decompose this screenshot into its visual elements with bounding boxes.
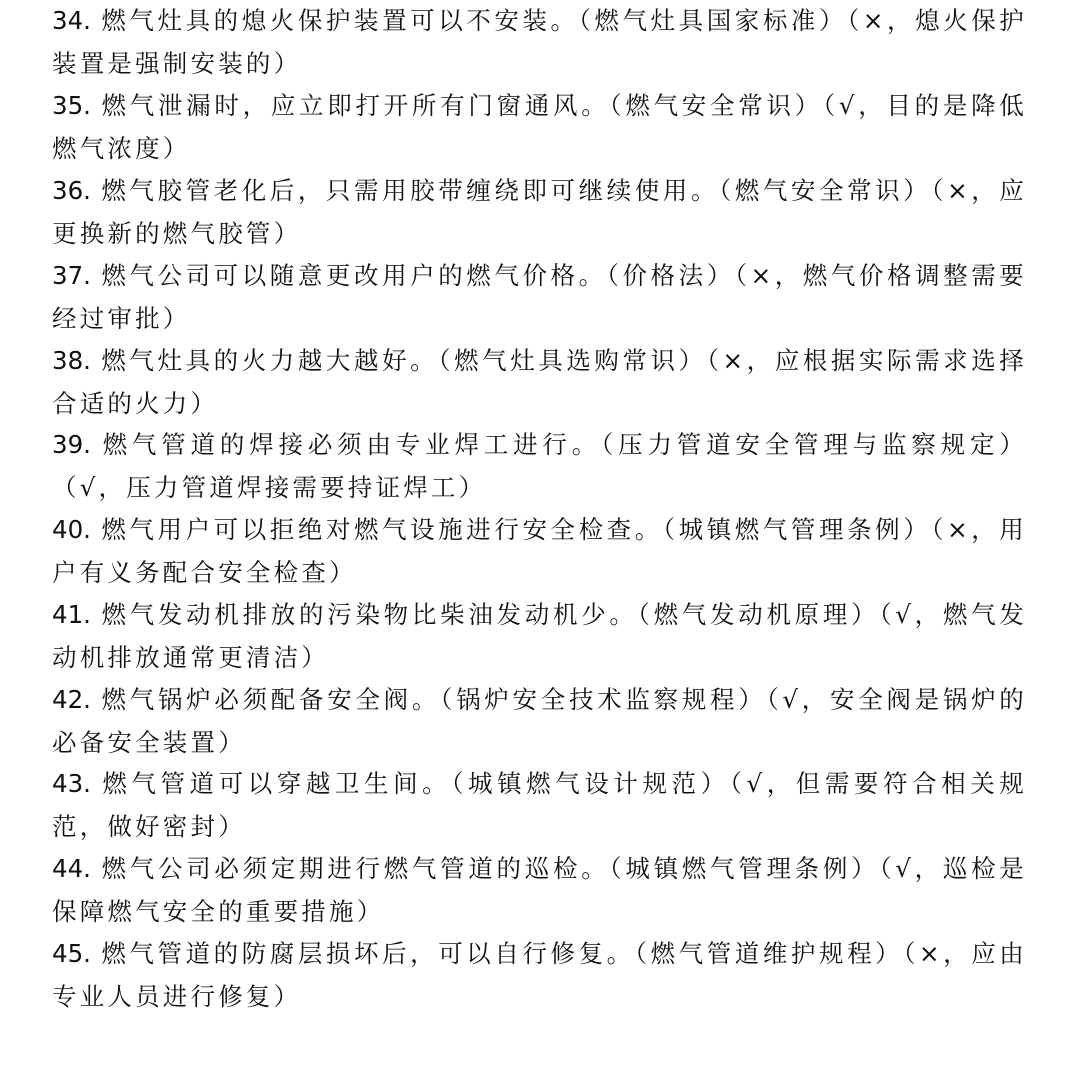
- list-item: [52, 763, 1027, 848]
- list-item: [52, 0, 1027, 85]
- list-item: [52, 594, 1027, 679]
- item-text: 燃气发动机排放的污染物比柴油发动机少。（燃气发动机原理）（√，燃气发动机排放通常更清洁）: [52, 600, 1027, 672]
- list-item: [52, 255, 1027, 340]
- list-item: [52, 340, 1027, 425]
- list-item: [52, 933, 1027, 1018]
- item-text: 燃气灶具的火力越大越好。（燃气灶具选购常识）（×，应根据实际需求选择合适的火力）: [52, 346, 1027, 418]
- item-number: 42.: [52, 685, 91, 714]
- item-text: 燃气胶管老化后，只需用胶带缠绕即可继续使用。（燃气安全常识）（×，应更换新的燃气胶管）: [52, 176, 1027, 248]
- list-item: [52, 509, 1027, 594]
- item-number: 40.: [52, 515, 91, 544]
- item-number: 45.: [52, 939, 91, 968]
- item-number: 36.: [52, 176, 91, 205]
- list-item: [52, 848, 1027, 933]
- item-number: 43.: [52, 769, 91, 798]
- item-text: 燃气泄漏时，应立即打开所有门窗通风。（燃气安全常识）（√，目的是降低燃气浓度）: [52, 91, 1027, 163]
- item-text: 燃气管道的防腐层损坏后，可以自行修复。（燃气管道维护规程）（×，应由专业人员进行修复）: [52, 939, 1027, 1011]
- item-number: 44.: [52, 854, 91, 883]
- item-text: 燃气公司必须定期进行燃气管道的巡检。（城镇燃气管理条例）（√，巡检是保障燃气安全的重要措施）: [52, 854, 1027, 926]
- item-number: 41.: [52, 600, 91, 629]
- item-text: 燃气灶具的熄火保护装置可以不安装。（燃气灶具国家标准）（×，熄火保护装置是强制安装的）: [52, 6, 1027, 78]
- item-text: 燃气锅炉必须配备安全阀。（锅炉安全技术监察规程）（√，安全阀是锅炉的必备安全装置）: [52, 685, 1027, 757]
- list-item: [52, 170, 1027, 255]
- item-text: 燃气管道可以穿越卫生间。（城镇燃气设计规范）（√，但需要符合相关规范，做好密封）: [52, 769, 1027, 841]
- list-item: [52, 679, 1027, 764]
- item-number: 34.: [52, 6, 91, 35]
- list-item: [52, 424, 1027, 509]
- item-number: 38.: [52, 346, 91, 375]
- item-number: 37.: [52, 261, 91, 290]
- item-text: 燃气公司可以随意更改用户的燃气价格。（价格法）（×，燃气价格调整需要经过审批）: [52, 261, 1027, 333]
- item-text: 燃气用户可以拒绝对燃气设施进行安全检查。（城镇燃气管理条例）（×，用户有义务配合安全检查）: [52, 515, 1027, 587]
- document-page: [52, 0, 1027, 1080]
- item-number: 39.: [52, 430, 91, 459]
- item-number: 35.: [52, 91, 91, 120]
- item-text: 燃气管道的焊接必须由专业焊工进行。（压力管道安全管理与监察规定）（√，压力管道焊接需要持证焊工）: [52, 430, 1027, 502]
- list-item: [52, 85, 1027, 170]
